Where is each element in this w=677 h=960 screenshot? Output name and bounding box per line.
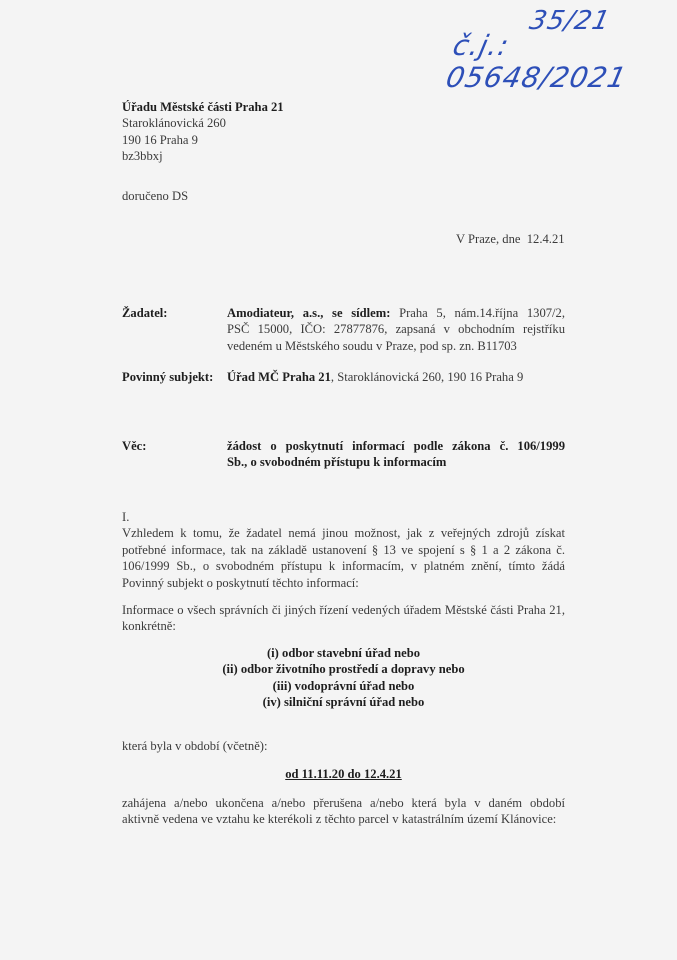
- department-item: (iv) silniční správní úřad nebo: [262, 695, 425, 710]
- applicant-details: [227, 305, 565, 354]
- applicant-registration: PSČ 15000, IČO: 27877876, zapsaná v obchodním rejstříku: [227, 322, 565, 337]
- subject-line-2: Sb., o svobodném přístupu k informacím: [227, 455, 447, 470]
- handwritten-file-number: č.j.: 05648/2021: [443, 29, 630, 94]
- subject-text: [227, 438, 565, 471]
- parcels-paragraph: [122, 795, 565, 828]
- applicant-name: Amodiateur, a.s., se sídlem:: [227, 306, 391, 320]
- obliged-subject-details: [227, 369, 565, 385]
- request-paragraph: [122, 509, 565, 591]
- recipient-street: Staroklánovická 260: [122, 116, 226, 131]
- department-item: (i) odbor stavební úřad nebo: [266, 646, 421, 660]
- information-paragraph: [122, 602, 565, 635]
- handwritten-reference-number: 35/21: [526, 6, 614, 36]
- recipient-ds-id: bz3bbxj: [122, 149, 163, 164]
- applicant-label: Žadatel:: [122, 306, 168, 320]
- paragraph-line: konkrétně:: [122, 619, 176, 634]
- recipient-city: 190 16 Praha 9: [122, 132, 198, 147]
- delivery-note: doručeno DS: [122, 189, 189, 203]
- section-number: I.: [122, 510, 130, 524]
- obliged-subject-name: Úřad MČ Praha 21: [227, 370, 331, 384]
- date-line: V Praze, dne 12.4.21: [456, 232, 565, 246]
- period-intro: která byla v období (včetně):: [122, 739, 268, 753]
- obliged-subject-address: , Staroklánovická 260, 190 16 Praha 9: [330, 370, 524, 384]
- paragraph-line: Povinný subjekt o poskytnutí těchto informací:: [122, 575, 359, 590]
- paragraph-line: 106/1999 Sb., o svobodném přístupu k informacím, v platném znění, tímto žádá: [122, 559, 565, 574]
- subject-label: Věc:: [122, 439, 147, 453]
- paragraph-line: Vzhledem k tomu, že žadatel nemá jinou možnost, jak z veřejných zdrojů získat: [122, 526, 565, 541]
- period-range: od 11.11.20 do 12.4.21: [285, 767, 402, 781]
- applicant-court: vedeném u Městského soudu v Praze, pod sp. zn. B11703: [227, 338, 517, 353]
- department-list: [122, 645, 565, 711]
- subject-line-1: žádost o poskytnutí informací podle zákona č. 106/1999: [227, 439, 565, 453]
- paragraph-line: aktivně vedena ve vztahu ke kterékoli z těchto parcel v katastrálním území Klánovice:: [122, 812, 557, 827]
- department-item: (ii) odbor životního prostředí a dopravy nebo: [222, 662, 465, 677]
- recipient-address: [122, 99, 284, 165]
- recipient-name: Úřadu Městské části Praha 21: [122, 100, 284, 114]
- obliged-subject-label: Povinný subjekt:: [122, 370, 214, 384]
- department-item: (iii) vodoprávní úřad nebo: [272, 678, 415, 693]
- paragraph-line: Informace o všech správních či jiných řízení vedených úřadem Městské části Praha 21,: [122, 603, 565, 617]
- paragraph-line: zahájena a/nebo ukončena a/nebo přerušena a/nebo která byla v daném období: [122, 796, 565, 810]
- applicant-address: Praha 5, nám.14.října 1307/2,: [390, 306, 565, 320]
- paragraph-line: potřebné informace, tak na základě ustanovení § 13 ve spojení s § 1 a 2 zákona č.: [122, 542, 565, 557]
